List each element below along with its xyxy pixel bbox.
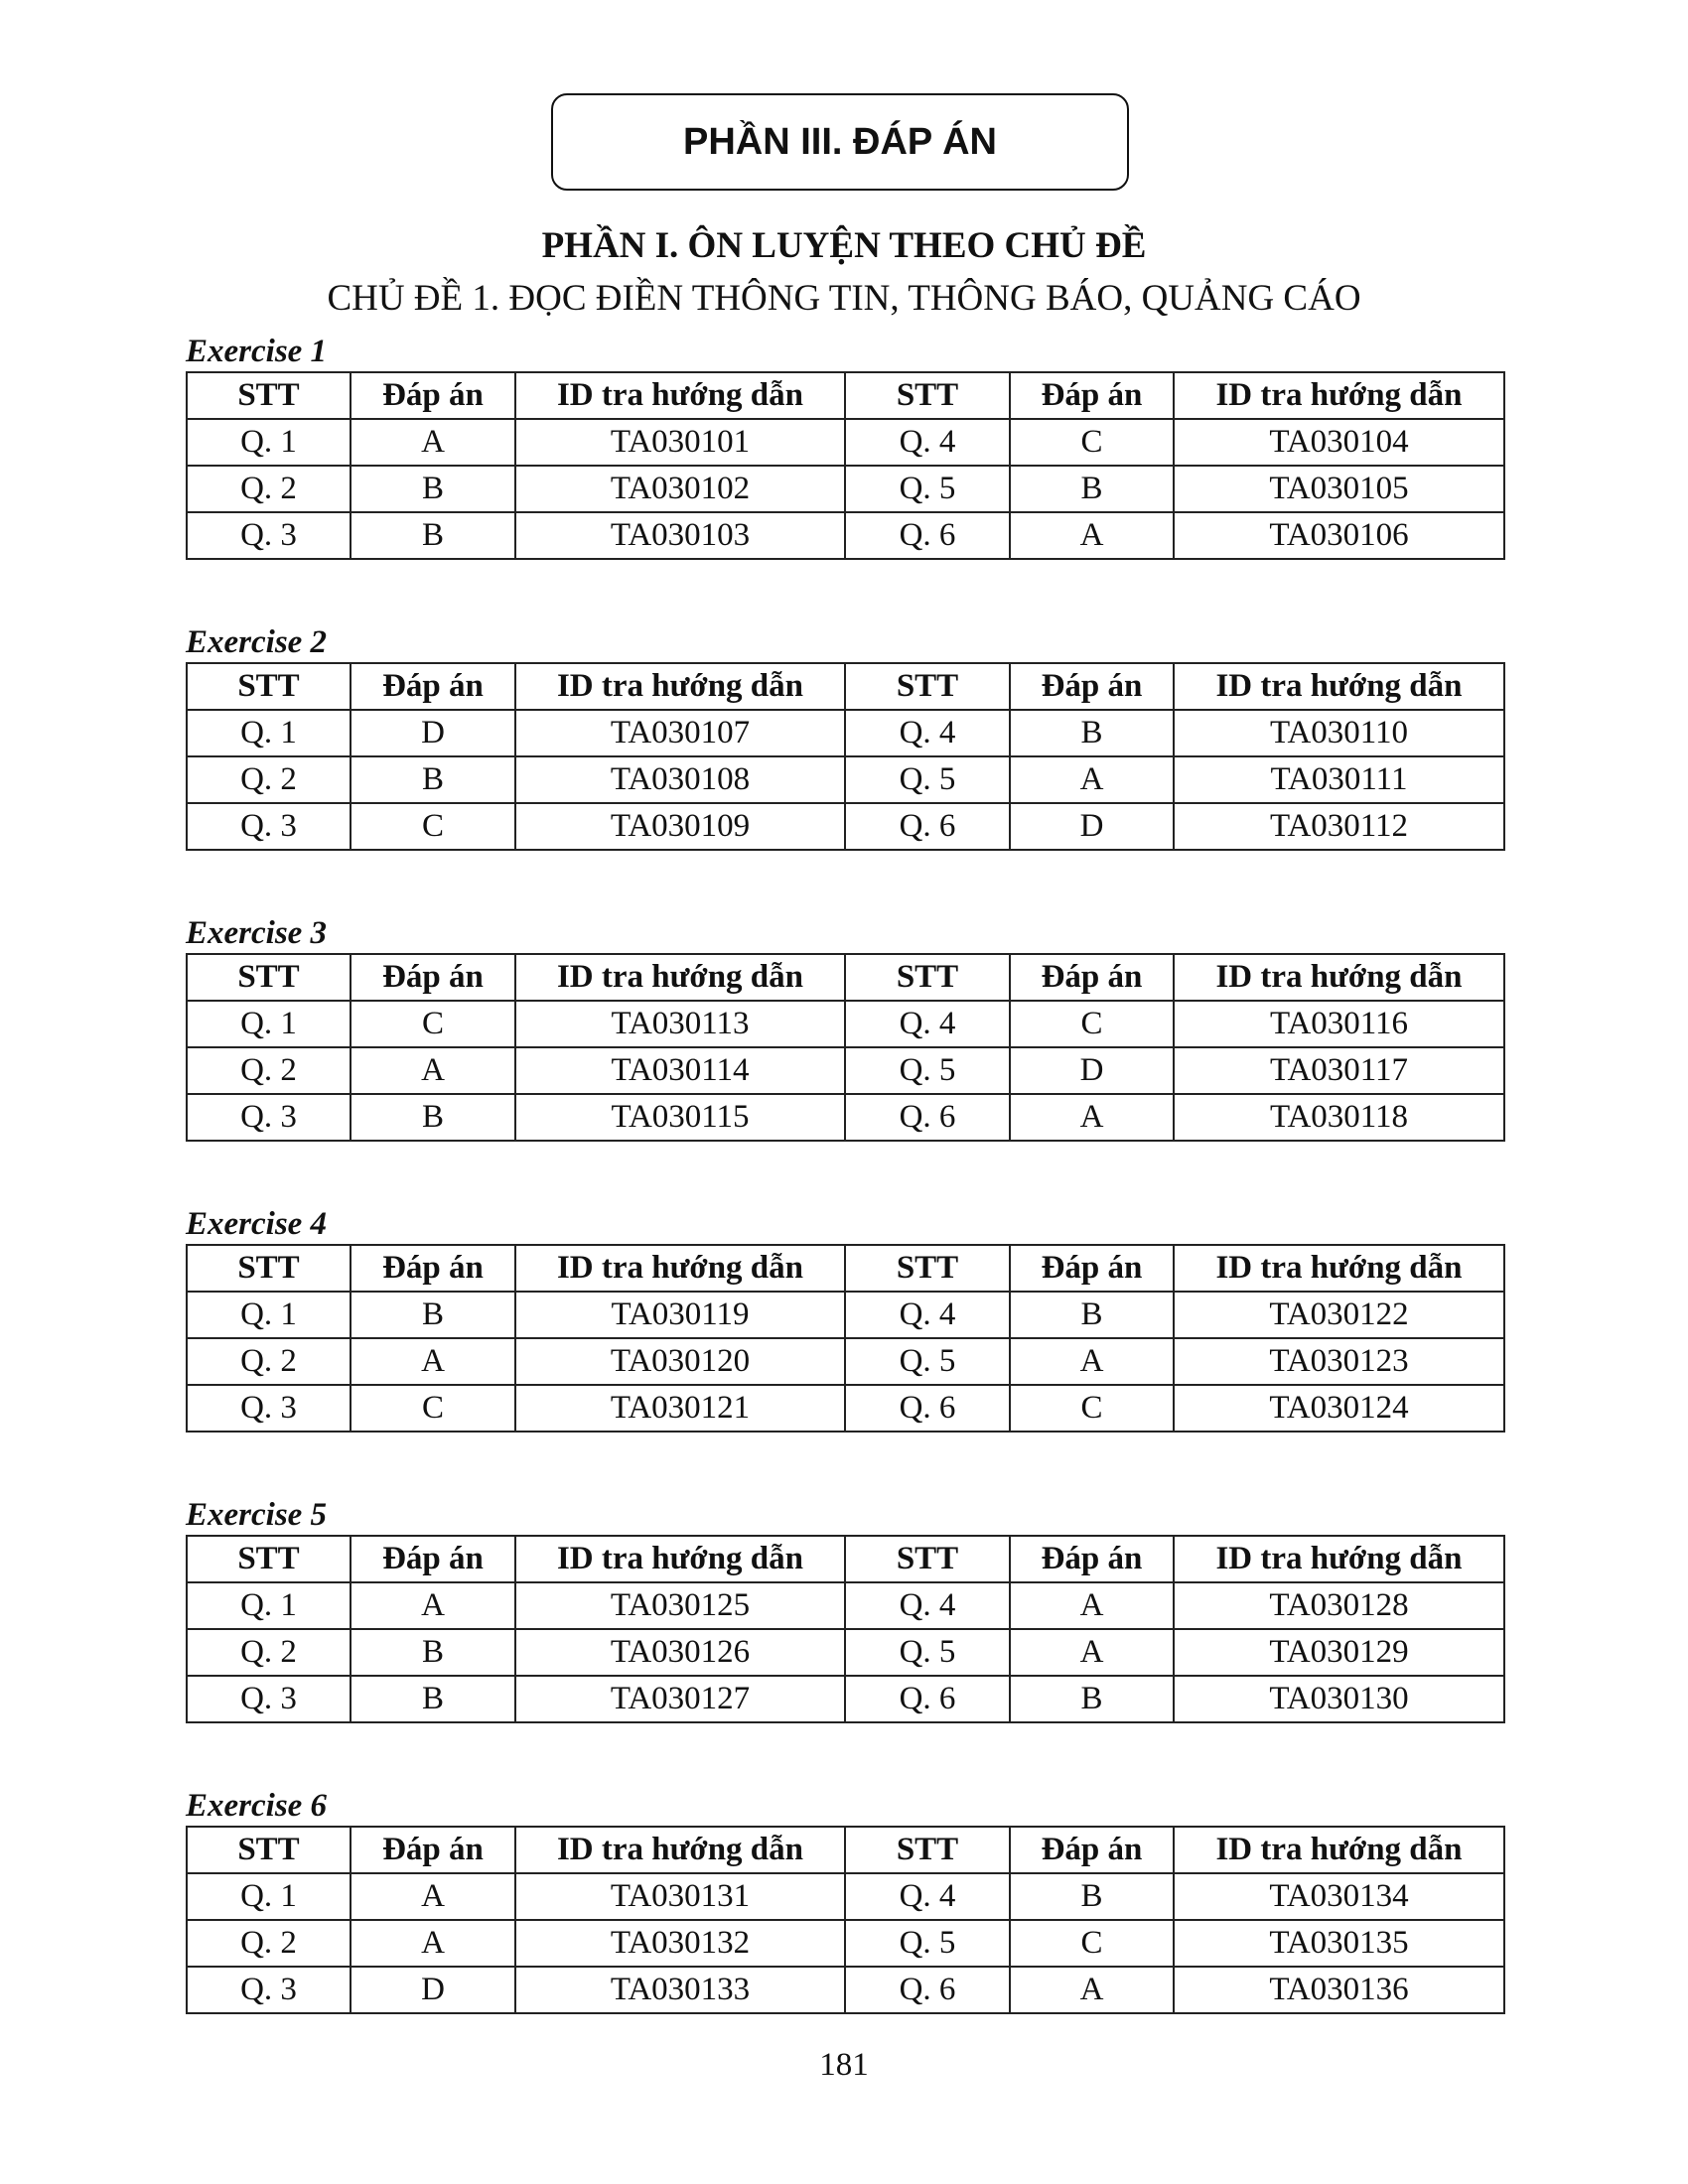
guide-id: TA030125 bbox=[515, 1582, 845, 1629]
answer: B bbox=[351, 1292, 515, 1338]
table-row bbox=[187, 1001, 1504, 1047]
answer: A bbox=[1010, 1338, 1174, 1385]
answer: B bbox=[1010, 1873, 1174, 1920]
column-header: Đáp án bbox=[351, 1536, 515, 1582]
guide-id: TA030121 bbox=[515, 1385, 845, 1432]
table-row bbox=[187, 1047, 1504, 1094]
question-number: Q. 6 bbox=[845, 1094, 1010, 1141]
table-row bbox=[187, 1582, 1504, 1629]
answer: B bbox=[1010, 1292, 1174, 1338]
column-header: STT bbox=[845, 1536, 1010, 1582]
question-number: Q. 5 bbox=[845, 1629, 1010, 1676]
table-row bbox=[187, 512, 1504, 559]
guide-id: TA030103 bbox=[515, 512, 845, 559]
answer: A bbox=[351, 1920, 515, 1967]
table-row bbox=[187, 1967, 1504, 2013]
guide-id: TA030120 bbox=[515, 1338, 845, 1385]
guide-id: TA030117 bbox=[1174, 1047, 1504, 1094]
guide-id: TA030130 bbox=[1174, 1676, 1504, 1722]
question-number: Q. 3 bbox=[187, 512, 351, 559]
guide-id: TA030133 bbox=[515, 1967, 845, 2013]
section-heading: PHẦN I. ÔN LUYỆN THEO CHỦ ĐỀ bbox=[541, 225, 1147, 266]
topic-heading: CHỦ ĐỀ 1. ĐỌC ĐIỀN THÔNG TIN, THÔNG BÁO, QUẢNG CÁO bbox=[327, 278, 1361, 319]
question-number: Q. 6 bbox=[845, 1967, 1010, 2013]
column-header: STT bbox=[845, 663, 1010, 710]
question-number: Q. 1 bbox=[187, 1292, 351, 1338]
question-number: Q. 1 bbox=[187, 1873, 351, 1920]
column-header: ID tra hướng dẫn bbox=[515, 954, 845, 1001]
column-header: ID tra hướng dẫn bbox=[515, 1827, 845, 1873]
question-number: Q. 2 bbox=[187, 466, 351, 512]
answer: A bbox=[351, 1338, 515, 1385]
table-row bbox=[187, 1385, 1504, 1432]
guide-id: TA030124 bbox=[1174, 1385, 1504, 1432]
question-number: Q. 4 bbox=[845, 1292, 1010, 1338]
column-header: ID tra hướng dẫn bbox=[1174, 372, 1504, 419]
column-header: ID tra hướng dẫn bbox=[515, 1536, 845, 1582]
answer: A bbox=[1010, 1629, 1174, 1676]
question-number: Q. 3 bbox=[187, 1385, 351, 1432]
answer: D bbox=[1010, 803, 1174, 850]
table-row bbox=[187, 1094, 1504, 1141]
table-row bbox=[187, 1629, 1504, 1676]
column-header: Đáp án bbox=[351, 954, 515, 1001]
question-number: Q. 5 bbox=[845, 1920, 1010, 1967]
column-header: STT bbox=[845, 1245, 1010, 1292]
guide-id: TA030109 bbox=[515, 803, 845, 850]
answer: A bbox=[351, 1873, 515, 1920]
guide-id: TA030126 bbox=[515, 1629, 845, 1676]
answer: B bbox=[1010, 710, 1174, 756]
answer-table bbox=[186, 371, 1505, 560]
question-number: Q. 5 bbox=[845, 1338, 1010, 1385]
answer: B bbox=[351, 1676, 515, 1722]
answer: D bbox=[351, 1967, 515, 2013]
answer: D bbox=[351, 710, 515, 756]
question-number: Q. 2 bbox=[187, 1338, 351, 1385]
exercise-section bbox=[186, 622, 1503, 851]
guide-id: TA030134 bbox=[1174, 1873, 1504, 1920]
exercise-section bbox=[186, 913, 1503, 1142]
question-number: Q. 2 bbox=[187, 1047, 351, 1094]
guide-id: TA030107 bbox=[515, 710, 845, 756]
question-number: Q. 6 bbox=[845, 512, 1010, 559]
answer: B bbox=[1010, 1676, 1174, 1722]
exercise-section bbox=[186, 1204, 1503, 1433]
answer: A bbox=[351, 419, 515, 466]
answer: A bbox=[1010, 1094, 1174, 1141]
exercise-label: Exercise 2 bbox=[186, 624, 328, 660]
column-header: STT bbox=[187, 1827, 351, 1873]
exercise-label: Exercise 6 bbox=[186, 1788, 328, 1824]
table-header-row bbox=[187, 954, 1504, 1001]
column-header: ID tra hướng dẫn bbox=[1174, 1245, 1504, 1292]
answer: B bbox=[351, 1094, 515, 1141]
question-number: Q. 3 bbox=[187, 1967, 351, 2013]
guide-id: TA030105 bbox=[1174, 466, 1504, 512]
guide-id: TA030122 bbox=[1174, 1292, 1504, 1338]
answer: A bbox=[1010, 512, 1174, 559]
table-row bbox=[187, 466, 1504, 512]
column-header: Đáp án bbox=[1010, 1536, 1174, 1582]
answer: C bbox=[351, 1001, 515, 1047]
answer-table bbox=[186, 953, 1505, 1142]
table-header-row bbox=[187, 1536, 1504, 1582]
question-number: Q. 2 bbox=[187, 1629, 351, 1676]
answer: A bbox=[1010, 1967, 1174, 2013]
table-row bbox=[187, 710, 1504, 756]
question-number: Q. 2 bbox=[187, 756, 351, 803]
guide-id: TA030129 bbox=[1174, 1629, 1504, 1676]
table-header-row bbox=[187, 1245, 1504, 1292]
answer: B bbox=[351, 512, 515, 559]
page-number: 181 bbox=[819, 2047, 869, 2083]
exercise-section bbox=[186, 1786, 1503, 2014]
answer: A bbox=[351, 1047, 515, 1094]
guide-id: TA030102 bbox=[515, 466, 845, 512]
column-header: Đáp án bbox=[1010, 663, 1174, 710]
answer: B bbox=[351, 756, 515, 803]
column-header: Đáp án bbox=[351, 372, 515, 419]
question-number: Q. 4 bbox=[845, 710, 1010, 756]
question-number: Q. 3 bbox=[187, 803, 351, 850]
table-row bbox=[187, 1920, 1504, 1967]
column-header: Đáp án bbox=[1010, 954, 1174, 1001]
answer-table bbox=[186, 662, 1505, 851]
guide-id: TA030131 bbox=[515, 1873, 845, 1920]
guide-id: TA030108 bbox=[515, 756, 845, 803]
question-number: Q. 4 bbox=[845, 1582, 1010, 1629]
column-header: Đáp án bbox=[351, 1827, 515, 1873]
question-number: Q. 6 bbox=[845, 803, 1010, 850]
guide-id: TA030118 bbox=[1174, 1094, 1504, 1141]
question-number: Q. 1 bbox=[187, 1582, 351, 1629]
answer: A bbox=[351, 1582, 515, 1629]
part-title-box bbox=[551, 93, 1129, 191]
table-row bbox=[187, 1338, 1504, 1385]
question-number: Q. 1 bbox=[187, 710, 351, 756]
question-number: Q. 4 bbox=[845, 1873, 1010, 1920]
column-header: ID tra hướng dẫn bbox=[515, 372, 845, 419]
question-number: Q. 4 bbox=[845, 1001, 1010, 1047]
question-number: Q. 3 bbox=[187, 1676, 351, 1722]
guide-id: TA030112 bbox=[1174, 803, 1504, 850]
answer: D bbox=[1010, 1047, 1174, 1094]
guide-id: TA030135 bbox=[1174, 1920, 1504, 1967]
answer: A bbox=[1010, 1582, 1174, 1629]
answer-table bbox=[186, 1826, 1505, 2014]
part-title: PHẦN III. ĐÁP ÁN bbox=[682, 120, 997, 163]
column-header: Đáp án bbox=[1010, 372, 1174, 419]
column-header: STT bbox=[187, 1245, 351, 1292]
exercise-label: Exercise 4 bbox=[186, 1206, 328, 1242]
answer: C bbox=[1010, 1385, 1174, 1432]
exercise-section bbox=[186, 332, 1503, 560]
answer: B bbox=[351, 1629, 515, 1676]
question-number: Q. 1 bbox=[187, 1001, 351, 1047]
column-header: ID tra hướng dẫn bbox=[515, 663, 845, 710]
column-header: ID tra hướng dẫn bbox=[1174, 663, 1504, 710]
column-header: ID tra hướng dẫn bbox=[1174, 954, 1504, 1001]
column-header: Đáp án bbox=[351, 1245, 515, 1292]
guide-id: TA030136 bbox=[1174, 1967, 1504, 2013]
exercise-label: Exercise 1 bbox=[186, 334, 328, 369]
answer: C bbox=[1010, 1001, 1174, 1047]
column-header: ID tra hướng dẫn bbox=[1174, 1536, 1504, 1582]
column-header: STT bbox=[187, 663, 351, 710]
exercise-label: Exercise 5 bbox=[186, 1497, 328, 1533]
guide-id: TA030115 bbox=[515, 1094, 845, 1141]
table-header-row bbox=[187, 663, 1504, 710]
column-header: STT bbox=[845, 954, 1010, 1001]
guide-id: TA030128 bbox=[1174, 1582, 1504, 1629]
column-header: STT bbox=[845, 372, 1010, 419]
guide-id: TA030104 bbox=[1174, 419, 1504, 466]
question-number: Q. 5 bbox=[845, 1047, 1010, 1094]
table-header-row bbox=[187, 1827, 1504, 1873]
guide-id: TA030101 bbox=[515, 419, 845, 466]
table-row bbox=[187, 1873, 1504, 1920]
answer: C bbox=[1010, 419, 1174, 466]
question-number: Q. 6 bbox=[845, 1385, 1010, 1432]
guide-id: TA030116 bbox=[1174, 1001, 1504, 1047]
guide-id: TA030123 bbox=[1174, 1338, 1504, 1385]
answer: B bbox=[1010, 466, 1174, 512]
exercise-section bbox=[186, 1495, 1503, 1723]
column-header: Đáp án bbox=[1010, 1245, 1174, 1292]
answer: C bbox=[351, 1385, 515, 1432]
table-row bbox=[187, 803, 1504, 850]
guide-id: TA030114 bbox=[515, 1047, 845, 1094]
question-number: Q. 4 bbox=[845, 419, 1010, 466]
answer: B bbox=[351, 466, 515, 512]
column-header: Đáp án bbox=[351, 663, 515, 710]
table-row bbox=[187, 419, 1504, 466]
guide-id: TA030127 bbox=[515, 1676, 845, 1722]
column-header: STT bbox=[845, 1827, 1010, 1873]
table-row bbox=[187, 1676, 1504, 1722]
column-header: STT bbox=[187, 1536, 351, 1582]
guide-id: TA030110 bbox=[1174, 710, 1504, 756]
question-number: Q. 3 bbox=[187, 1094, 351, 1141]
column-header: STT bbox=[187, 954, 351, 1001]
answer-table bbox=[186, 1244, 1505, 1433]
column-header: Đáp án bbox=[1010, 1827, 1174, 1873]
exercise-label: Exercise 3 bbox=[186, 915, 328, 951]
question-number: Q. 5 bbox=[845, 466, 1010, 512]
column-header: ID tra hướng dẫn bbox=[515, 1245, 845, 1292]
answer-table bbox=[186, 1535, 1505, 1723]
table-header-row bbox=[187, 372, 1504, 419]
table-row bbox=[187, 1292, 1504, 1338]
answer: A bbox=[1010, 756, 1174, 803]
answer: C bbox=[1010, 1920, 1174, 1967]
guide-id: TA030119 bbox=[515, 1292, 845, 1338]
question-number: Q. 1 bbox=[187, 419, 351, 466]
question-number: Q. 5 bbox=[845, 756, 1010, 803]
question-number: Q. 6 bbox=[845, 1676, 1010, 1722]
table-row bbox=[187, 756, 1504, 803]
column-header: ID tra hướng dẫn bbox=[1174, 1827, 1504, 1873]
answer: C bbox=[351, 803, 515, 850]
guide-id: TA030132 bbox=[515, 1920, 845, 1967]
column-header: STT bbox=[187, 372, 351, 419]
guide-id: TA030106 bbox=[1174, 512, 1504, 559]
guide-id: TA030111 bbox=[1174, 756, 1504, 803]
question-number: Q. 2 bbox=[187, 1920, 351, 1967]
guide-id: TA030113 bbox=[515, 1001, 845, 1047]
